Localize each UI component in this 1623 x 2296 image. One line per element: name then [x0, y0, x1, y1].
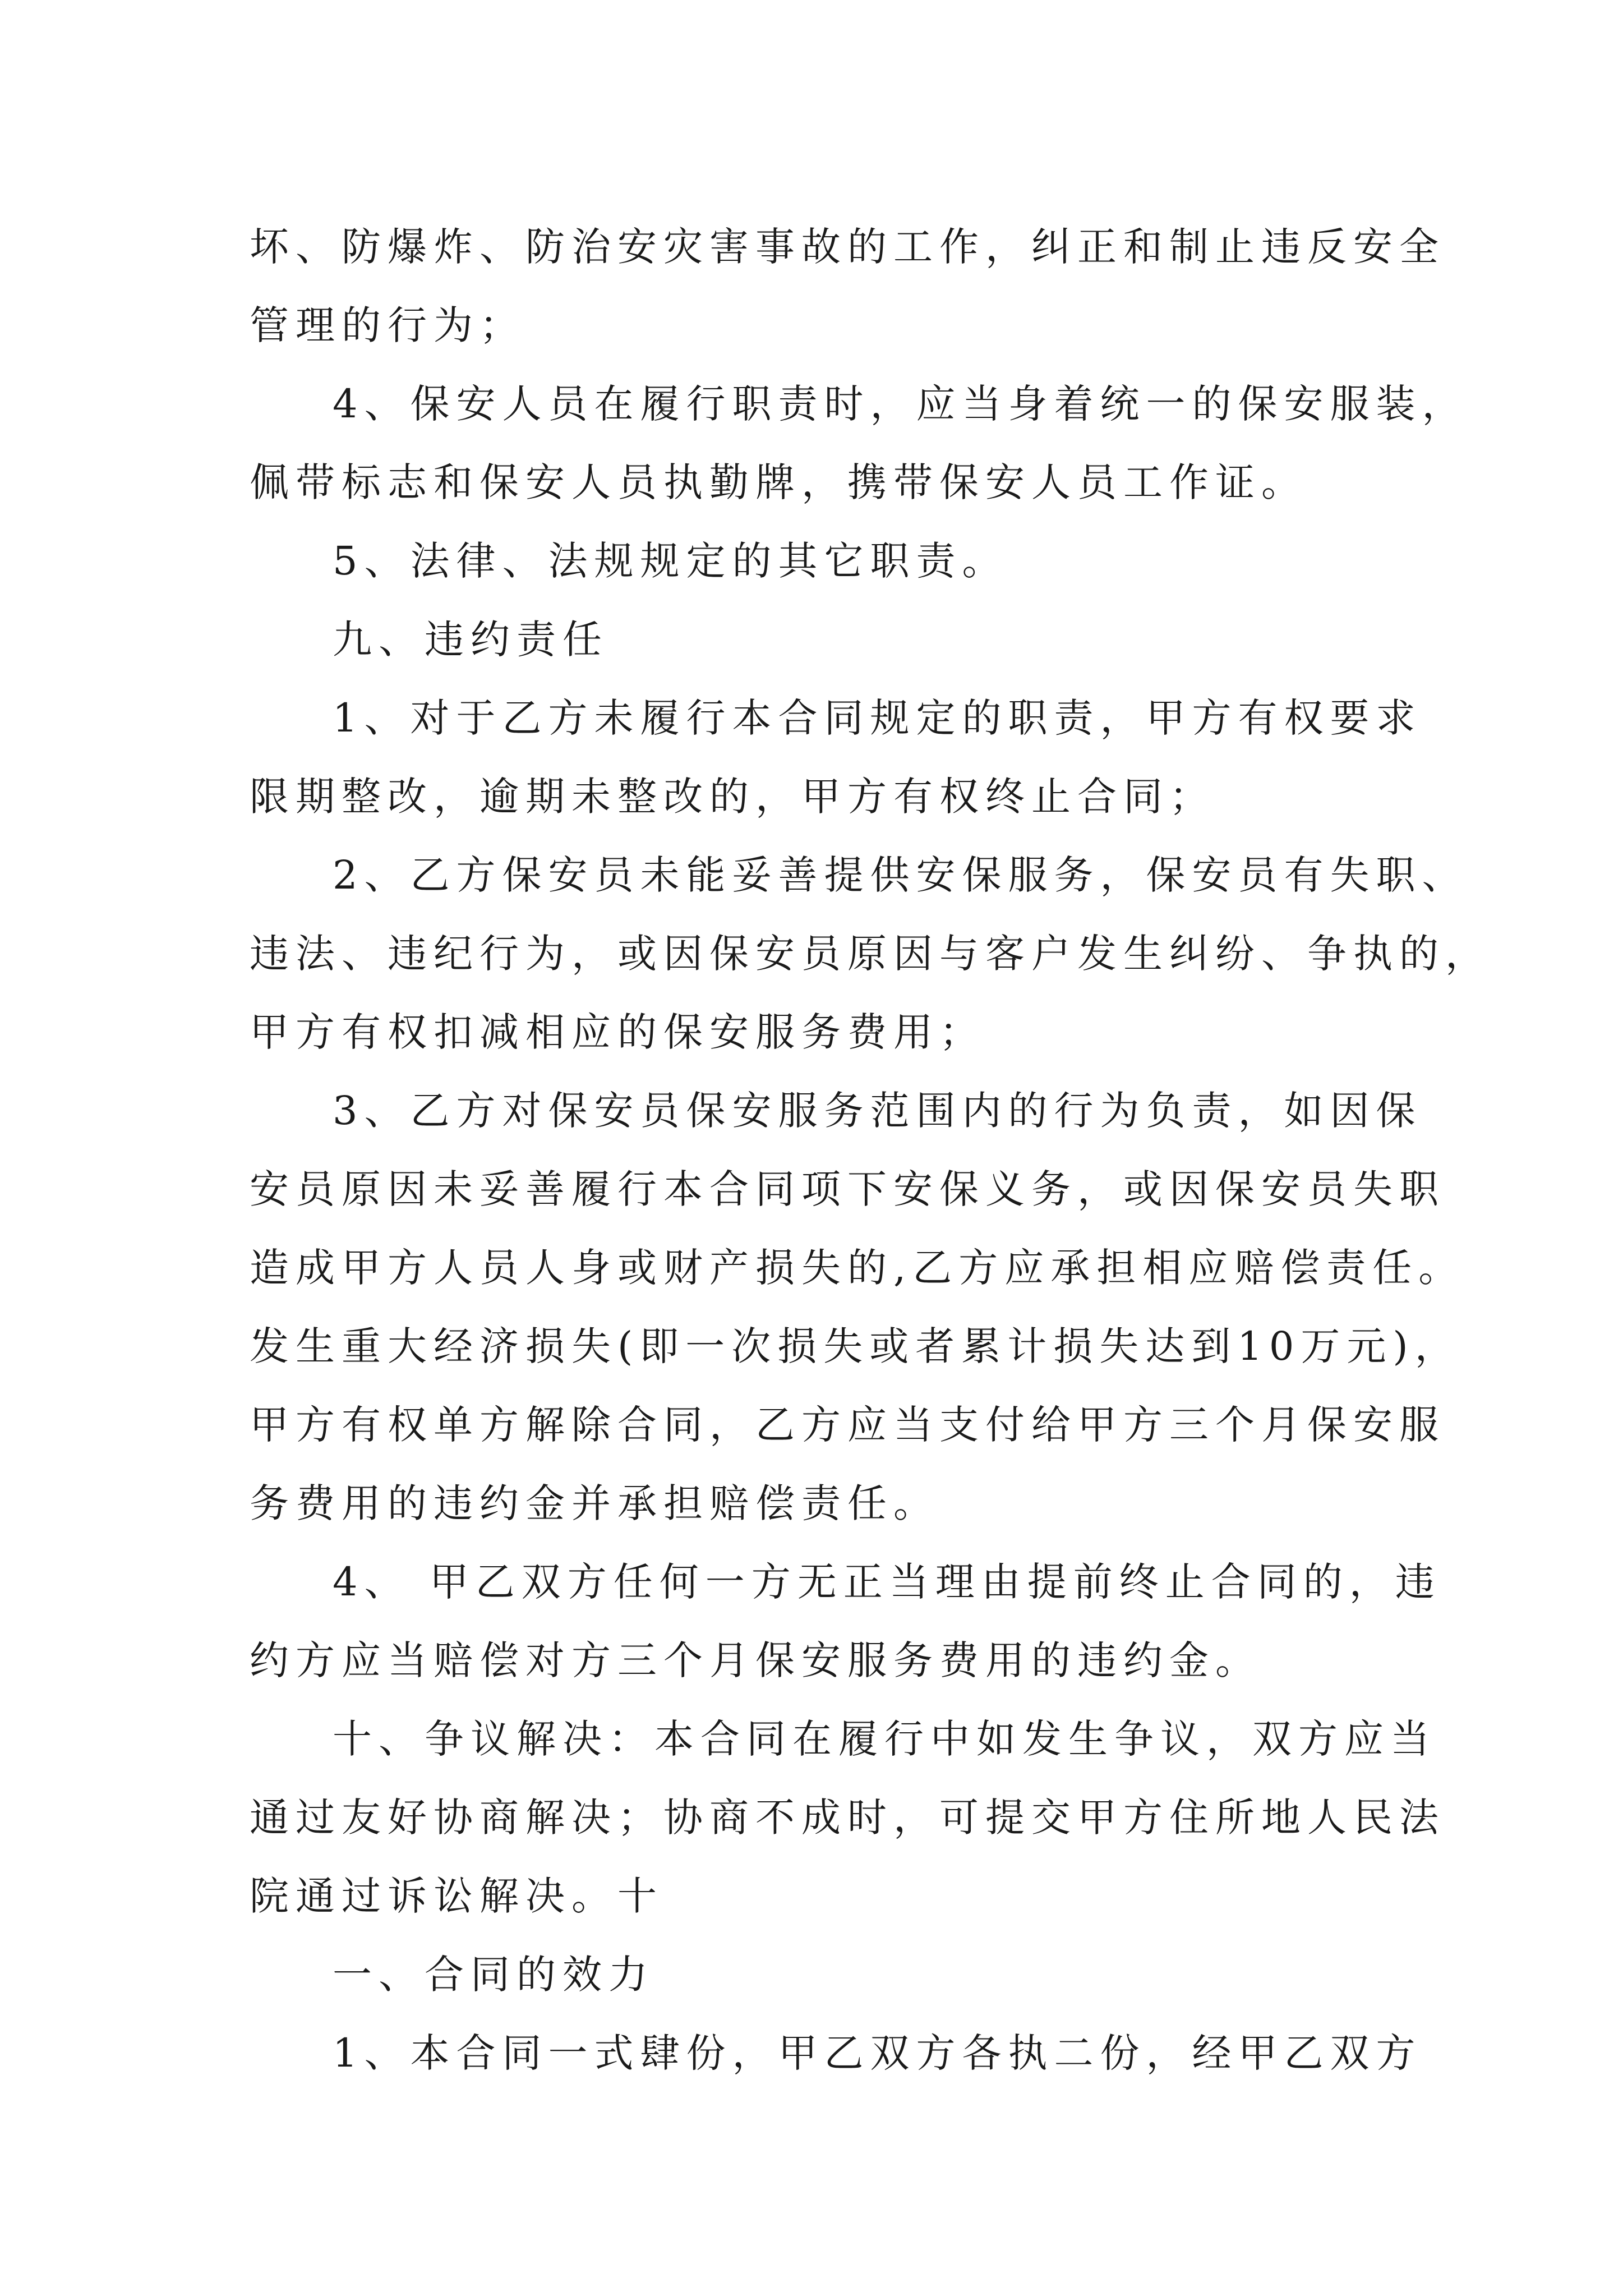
- paragraph-line: 违法、违纪行为，或因保安员原因与客户发生纠纷、争执的，: [250, 931, 1491, 977]
- paragraph-line: 院通过诉讼解决。十: [250, 1873, 663, 1919]
- paragraph-line: 5、法律、法规规定的其它职责。: [333, 538, 1008, 584]
- paragraph-line: 4、 甲乙双方任何一方无正当理由提前终止合同的，违: [333, 1559, 1441, 1605]
- paragraph-line: 通过友好协商解决；协商不成时，可提交甲方住所地人民法: [250, 1795, 1445, 1841]
- paragraph-line: 佩带标志和保安人员执勤牌，携带保安人员工作证。: [250, 459, 1307, 505]
- paragraph-line: 安员原因未妥善履行本合同项下安保义务，或因保安员失职: [250, 1166, 1445, 1212]
- paragraph-line: 甲方有权扣减相应的保安服务费用；: [250, 1009, 985, 1055]
- paragraph-line: 发生重大经济损失(即一次损失或者累计损失达到10万元)，: [250, 1323, 1461, 1369]
- paragraph-line: 2、乙方保安员未能妥善提供安保服务，保安员有失职、: [333, 852, 1468, 898]
- section-heading: 九、违约责任: [333, 616, 608, 662]
- paragraph-line: 务费用的违约金并承担赔偿责任。: [250, 1480, 939, 1526]
- paragraph-line: 1、对于乙方未履行本合同规定的职责，甲方有权要求: [333, 695, 1422, 741]
- paragraph-line: 约方应当赔偿对方三个月保安服务费用的违约金。: [250, 1637, 1261, 1683]
- paragraph-line: 造成甲方人员人身或财产损失的,乙方应承担相应赔偿责任。: [250, 1245, 1465, 1291]
- paragraph-line: 十、争议解决：本合同在履行中如发生争议，双方应当: [333, 1716, 1436, 1762]
- section-heading: 一、合同的效力: [333, 1952, 654, 1998]
- paragraph-line: 1、本合同一式肆份，甲乙双方各执二份，经甲乙双方: [333, 2030, 1422, 2076]
- document-body: [250, 208, 1491, 2092]
- paragraph-line: 4、保安人员在履行职责时，应当身着统一的保安服装，: [333, 381, 1468, 427]
- paragraph-line: 管理的行为；: [250, 302, 525, 348]
- paragraph-line: 3、乙方对保安员保安服务范围内的行为负责，如因保: [333, 1088, 1422, 1134]
- paragraph-line: 甲方有权单方解除合同，乙方应当支付给甲方三个月保安服: [250, 1402, 1445, 1448]
- paragraph-line: 坏、防爆炸、防治安灾害事故的工作，纠正和制止违反安全: [250, 224, 1445, 270]
- paragraph-line: 限期整改，逾期未整改的，甲方有权终止合同；: [250, 774, 1215, 820]
